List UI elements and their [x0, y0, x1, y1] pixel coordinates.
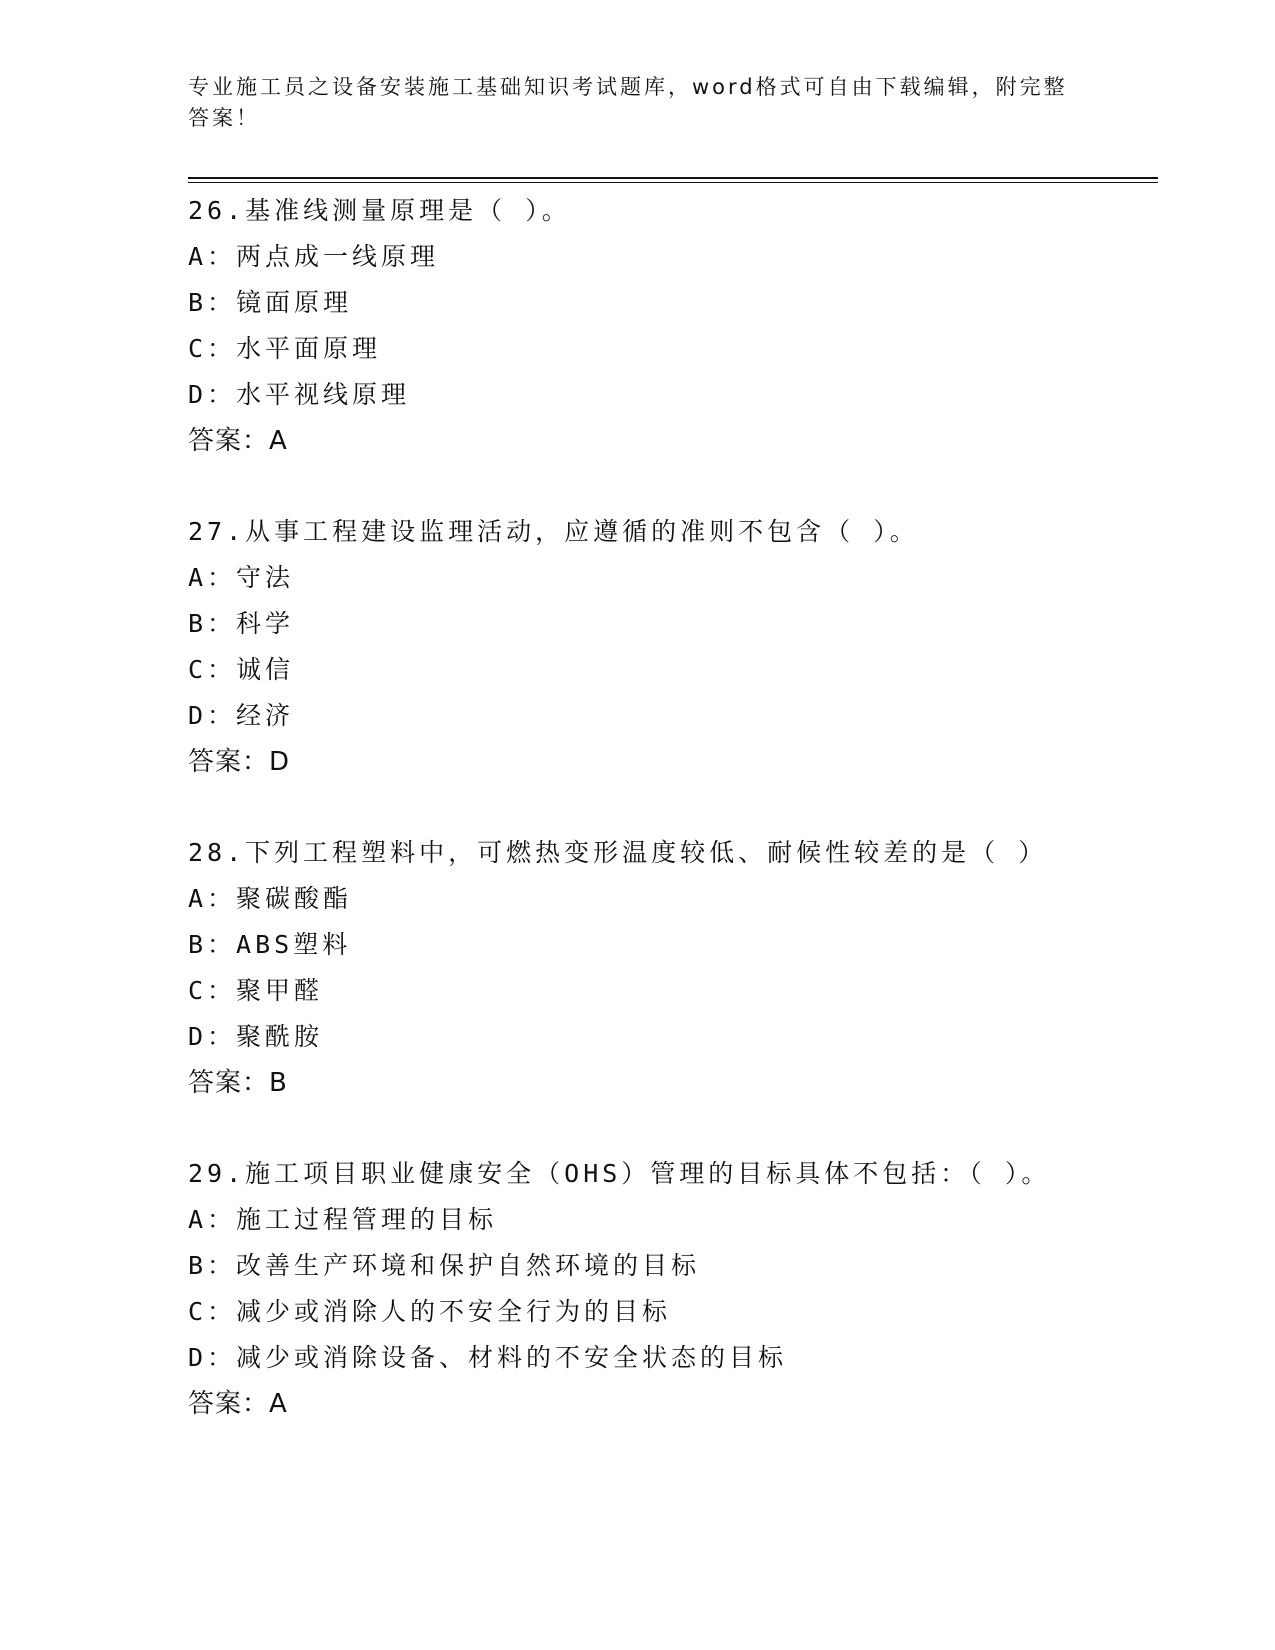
option-c: C：诚信 [188, 655, 295, 684]
option-a: A：聚碳酸酯 [188, 884, 353, 913]
question-list [188, 188, 1158, 1472]
header-divider-thick [188, 177, 1158, 179]
option-c: C：水平面原理 [188, 334, 382, 363]
option-a: A：两点成一线原理 [188, 242, 440, 271]
option-c: C：减少或消除人的不安全行为的目标 [188, 1297, 672, 1326]
question-27 [188, 509, 1158, 785]
question-26 [188, 188, 1158, 464]
option-b: B：ABS塑料 [188, 930, 352, 959]
question-29 [188, 1151, 1158, 1427]
question-stem: 26.基准线测量原理是（ ）。 [188, 196, 571, 225]
option-a: A：守法 [188, 563, 295, 592]
question-stem: 28.下列工程塑料中，可燃热变形温度较低、耐候性较差的是（ ） [188, 838, 1048, 867]
answer: 答案：B [188, 1068, 288, 1098]
option-b: B：镜面原理 [188, 288, 353, 317]
option-d: D：水平视线原理 [188, 380, 411, 409]
option-d: D：聚酰胺 [188, 1022, 324, 1051]
answer: 答案：D [188, 747, 291, 777]
option-d: D：经济 [188, 701, 295, 730]
header-divider-thin [188, 182, 1158, 183]
option-a: A：施工过程管理的目标 [188, 1205, 498, 1234]
question-28 [188, 830, 1158, 1106]
option-b: B：科学 [188, 609, 295, 638]
option-c: C：聚甲醛 [188, 976, 324, 1005]
option-b: B：改善生产环境和保护自然环境的目标 [188, 1251, 701, 1280]
question-stem: 27.从事工程建设监理活动，应遵循的准则不包含（ ）。 [188, 517, 919, 546]
answer: 答案：A [188, 426, 288, 456]
answer: 答案：A [188, 1389, 288, 1419]
document-header: 专业施工员之设备安装施工基础知识考试题库，word格式可自由下载编辑，附完整答案！ [188, 75, 1068, 130]
option-d: D：减少或消除设备、材料的不安全状态的目标 [188, 1343, 788, 1372]
question-stem: 29.施工项目职业健康安全（OHS）管理的目标具体不包括：（ ）。 [188, 1159, 1051, 1188]
